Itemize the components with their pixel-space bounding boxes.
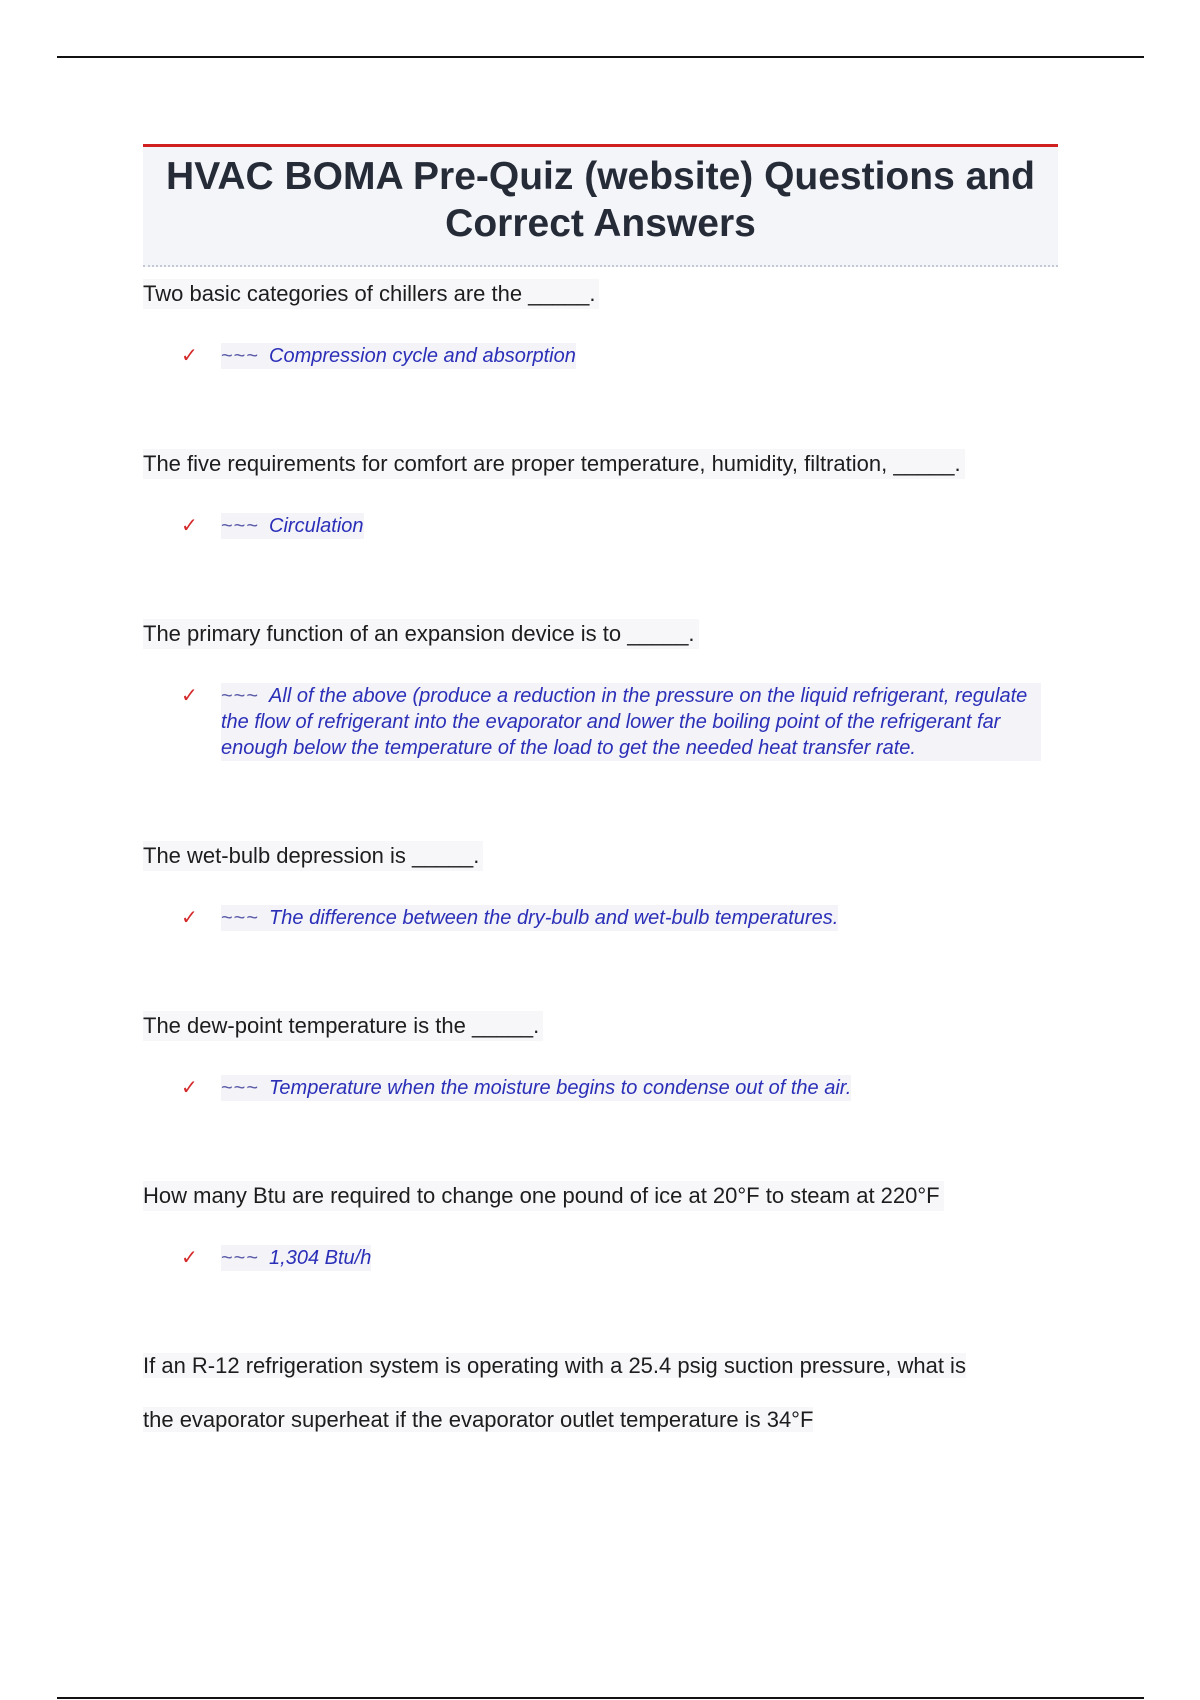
check-icon: ✓ [181,1247,198,1269]
qa-list [143,279,1058,1447]
question-text: The primary function of an expansion device is to _____. [143,619,699,649]
question-text-line-2: the evaporator superheat if the evaporator outlet temperature is 34°F [143,1407,814,1432]
tilde-marker: ~~~ [221,1247,260,1269]
tilde-marker: ~~~ [221,1077,260,1099]
check-icon: ✓ [181,345,198,367]
answer-row [181,513,1058,539]
answer-row [181,343,1058,369]
question-text: The wet-bulb depression is _____. [143,841,483,871]
answer-text [221,1245,371,1271]
check-icon: ✓ [181,515,198,537]
answer-text [221,1075,851,1101]
answer-text [221,343,576,369]
question-text: The dew-point temperature is the _____. [143,1011,543,1041]
qa-item-1 [143,279,1058,369]
answer-text [221,683,1041,761]
page-title: HVAC BOMA Pre-Quiz (website) Questions and Correct Answers [166,155,1035,245]
answer-row [181,1075,1058,1101]
tilde-marker: ~~~ [221,515,260,537]
header-rule [57,56,1144,58]
answer-text [221,905,838,931]
answer-row [181,1245,1058,1271]
question-text: How many Btu are required to change one pound of ice at 20°F to steam at 220°F [143,1181,944,1211]
footer-rule [57,1697,1144,1699]
answer-value: Temperature when the moisture begins to condense out of the air. [269,1077,852,1099]
document-body [143,144,1058,1447]
answer-row [181,683,1058,761]
tilde-marker: ~~~ [221,685,260,707]
tilde-marker: ~~~ [221,907,260,929]
check-icon: ✓ [181,1077,198,1099]
answer-text [221,513,364,539]
qa-item-5 [143,1011,1058,1101]
title-box [143,144,1058,267]
check-icon: ✓ [181,907,198,929]
answer-value: All of the above (produce a reduction in the pressure on the liquid refrigerant, regulate the flow of refrigerant into the evaporator and lower the boiling point of the refrigerant far enough below the temperature of the load to get the needed heat transfer rate. [221,685,1028,759]
question-text: The five requirements for comfort are proper temperature, humidity, filtration, _____. [143,449,965,479]
qa-item-3 [143,619,1058,761]
answer-value: Circulation [269,515,364,537]
answer-value: The difference between the dry-bulb and wet-bulb temperatures. [269,907,839,929]
question-text: Two basic categories of chillers are the _____. [143,279,599,309]
answer-value: 1,304 Btu/h [269,1247,372,1269]
tilde-marker: ~~~ [221,345,260,367]
check-icon: ✓ [181,685,198,707]
qa-item-6 [143,1181,1058,1271]
qa-item-4 [143,841,1058,931]
qa-item-7 [143,1339,1058,1447]
qa-item-2 [143,449,1058,539]
question-text-line-1: If an R-12 refrigeration system is operating with a 25.4 psig suction pressure, what is [143,1353,966,1378]
answer-value: Compression cycle and absorption [269,345,576,367]
answer-row [181,905,1058,931]
